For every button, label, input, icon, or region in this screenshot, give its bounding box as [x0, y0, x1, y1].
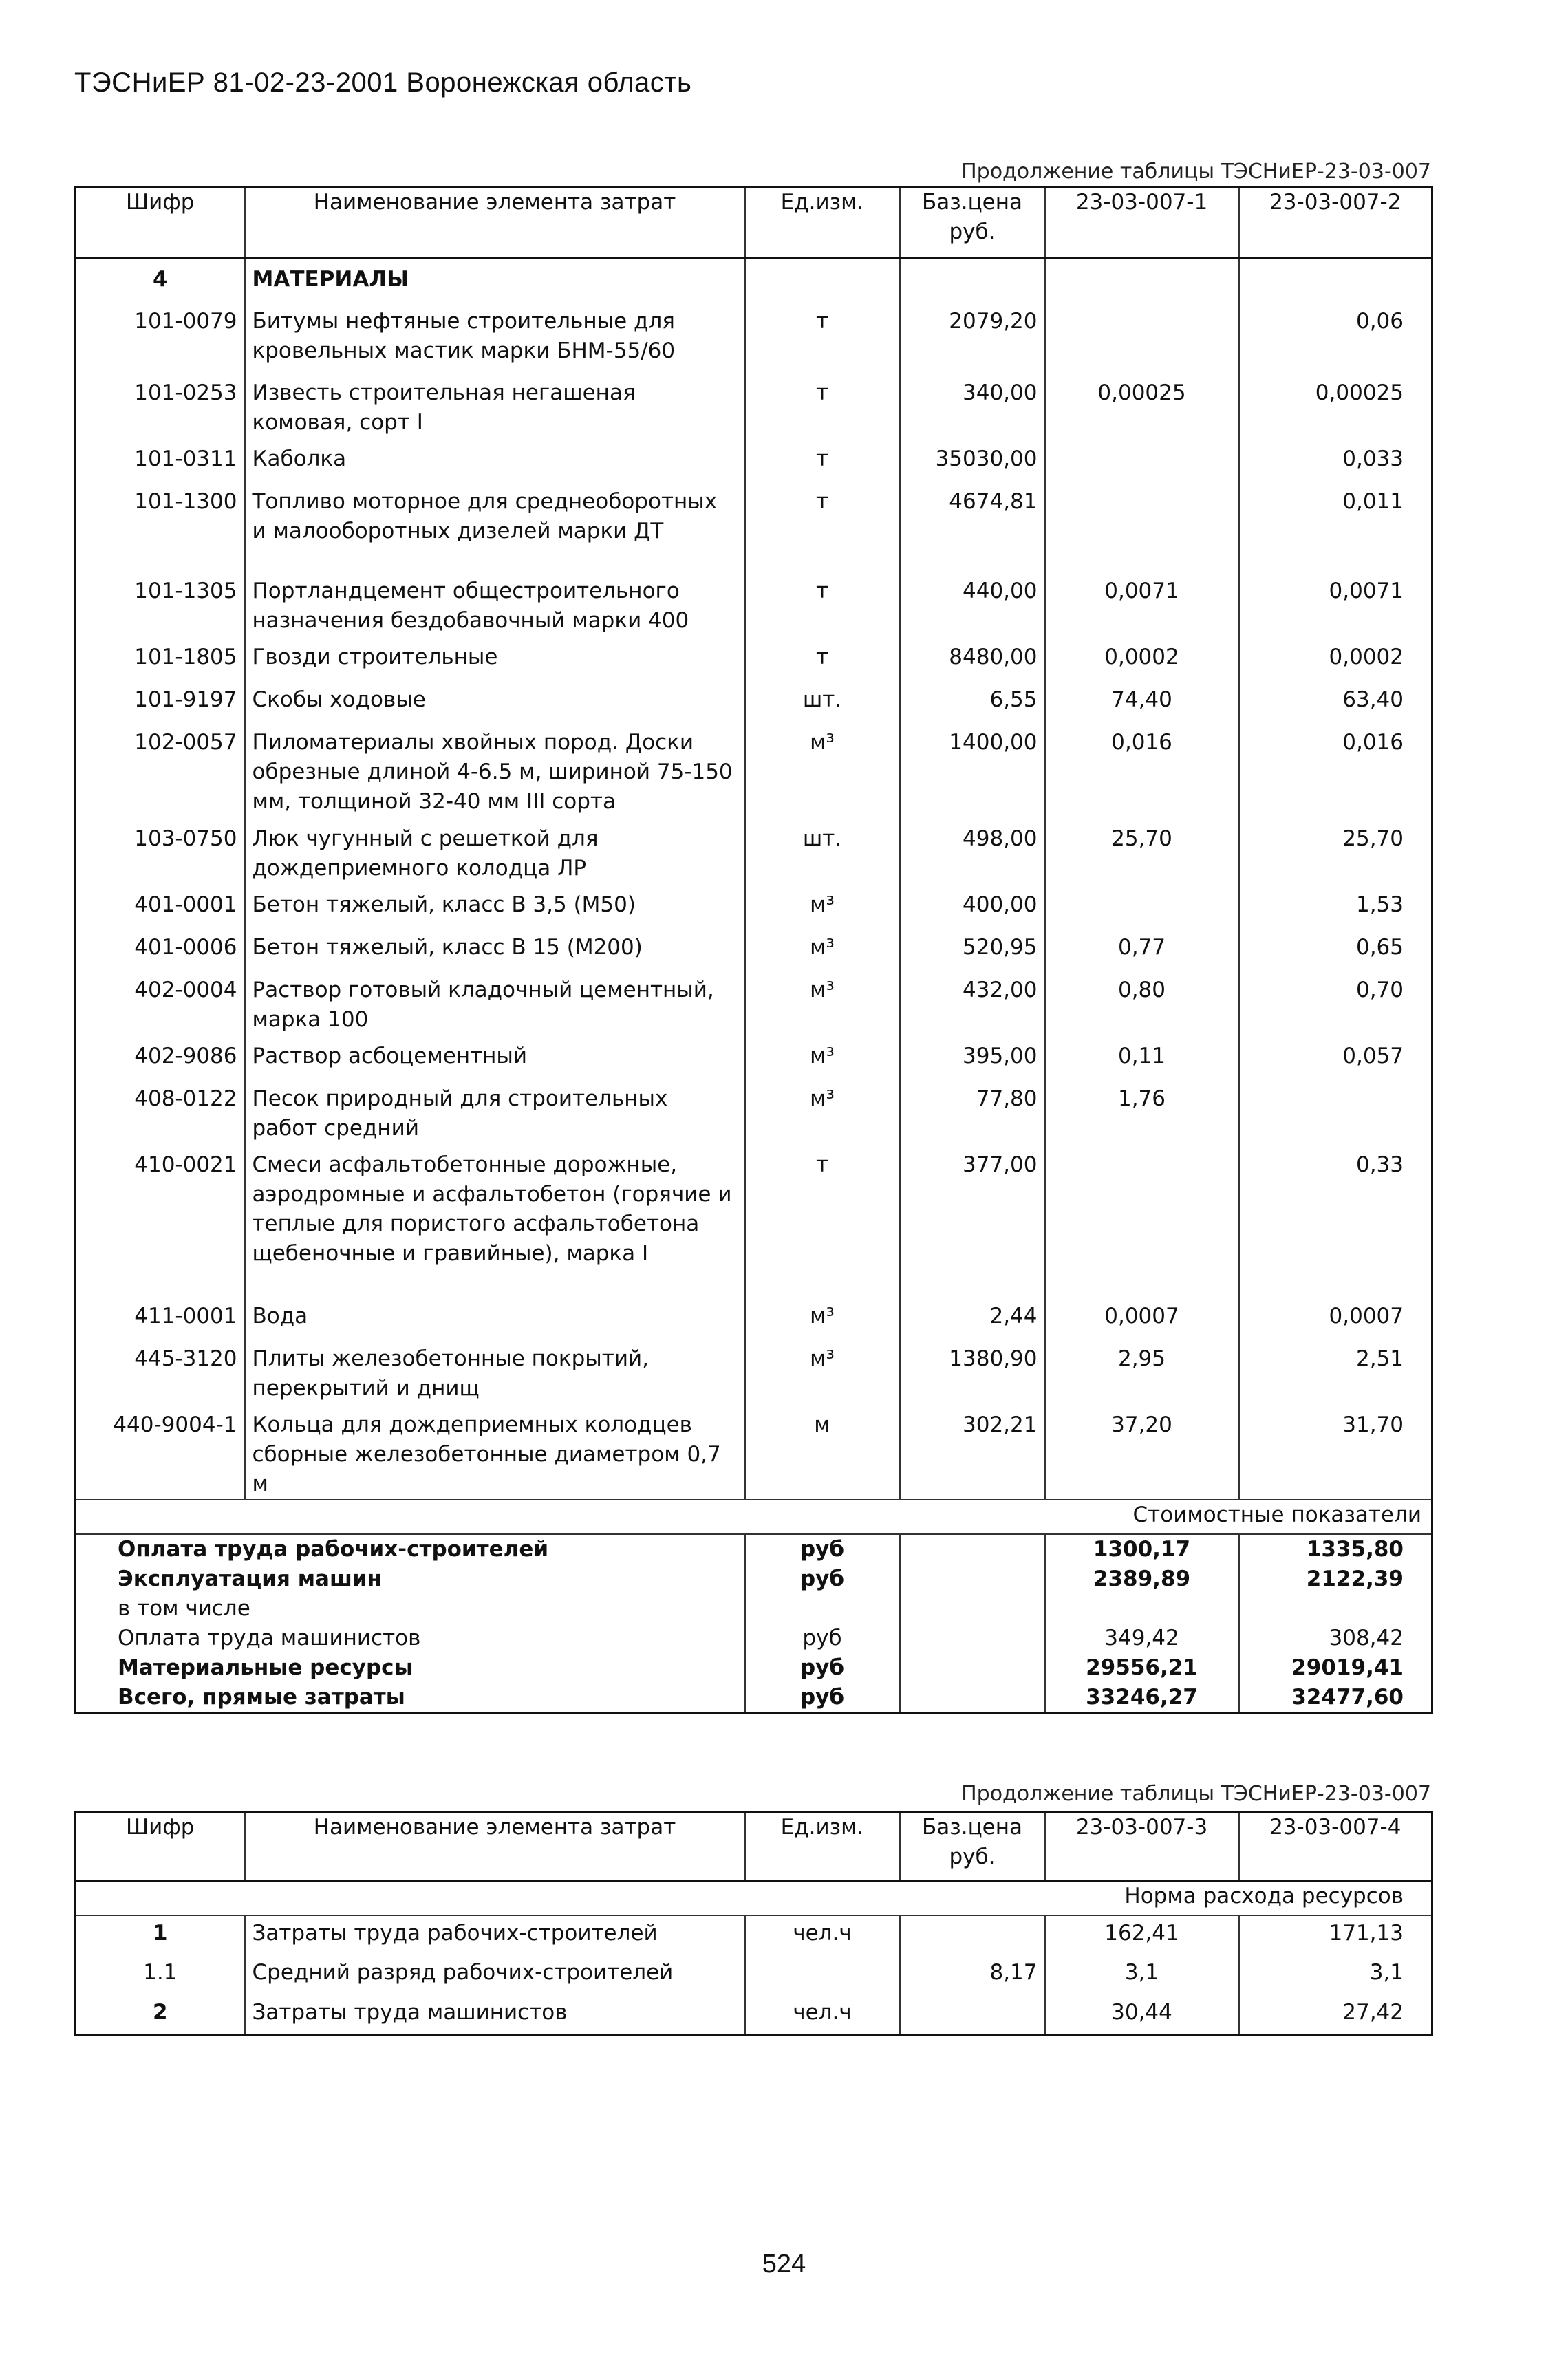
summary-price — [900, 1683, 1045, 1714]
row-code: 402-0004 — [134, 977, 237, 1002]
summary-row — [76, 1624, 1432, 1653]
resource-norm-label: Норма расхода ресурсов — [76, 1881, 1432, 1915]
table-row — [76, 1915, 1432, 1955]
summary-value-variant-1: 1300,17 — [1045, 1534, 1239, 1564]
row-unit: чел.ч — [745, 1915, 900, 1955]
row-value-variant-2: 0,0002 — [1239, 638, 1432, 681]
table2-continuation-caption: Продолжение таблицы ТЭСНиЕР-23-03-007 — [961, 1782, 1431, 1806]
row-code: 445-3120 — [134, 1346, 237, 1371]
section-name: МАТЕРИАЛЫ — [245, 259, 745, 303]
table-row — [76, 1955, 1432, 1995]
summary-label: Оплата труда рабочих-строителей — [118, 1536, 549, 1562]
row-name: Бетон тяжелый, класс В 3,5 (М50) — [245, 886, 745, 929]
row-code: 101-9197 — [134, 687, 237, 712]
row-value-variant-2: 0,06 — [1239, 303, 1432, 374]
row-unit: т — [745, 483, 900, 572]
row-unit: чел.ч — [745, 1995, 900, 2035]
row-value-variant-2: 0,00025 — [1239, 374, 1432, 440]
row-price: 432,00 — [900, 971, 1045, 1037]
table1-header-row — [76, 187, 1432, 259]
table-row — [76, 303, 1432, 374]
row-unit: т — [745, 303, 900, 374]
row-code: 1 — [152, 1920, 168, 1946]
table-row — [76, 886, 1432, 929]
row-value-variant-3: 162,41 — [1045, 1915, 1239, 1955]
summary-label: в том числе — [118, 1595, 250, 1621]
row-name: Раствор асбоцементный — [245, 1037, 745, 1080]
summary-label: Эксплуатация машин — [118, 1566, 383, 1591]
resource-norm-band — [76, 1881, 1432, 1915]
row-unit: м — [745, 1406, 900, 1500]
row-value-variant-4: 171,13 — [1239, 1915, 1432, 1955]
summary-price — [900, 1653, 1045, 1683]
summary-unit: руб — [745, 1624, 900, 1653]
column-header-variant-3: 23-03-007-3 — [1045, 1812, 1239, 1881]
summary-row — [76, 1534, 1432, 1564]
row-price: 4674,81 — [900, 483, 1045, 572]
summary-unit: руб — [745, 1683, 900, 1714]
row-value-variant-1: 0,77 — [1045, 929, 1239, 971]
row-name: Раствор готовый кладочный цементный, марка 100 — [245, 971, 745, 1037]
column-header-code: Шифр — [76, 1812, 245, 1881]
column-header-variant-4: 23-03-007-4 — [1239, 1812, 1432, 1881]
row-name: Каболка — [245, 440, 745, 483]
column-header-variant-1: 23-03-007-1 — [1045, 187, 1239, 259]
summary-price — [900, 1534, 1045, 1564]
row-code: 410-0021 — [134, 1152, 237, 1177]
row-code: 103-0750 — [134, 826, 237, 851]
summary-value-variant-2 — [1239, 1594, 1432, 1624]
row-value-variant-2: 0,70 — [1239, 971, 1432, 1037]
row-price: 1380,90 — [900, 1340, 1045, 1406]
summary-row — [76, 1683, 1432, 1714]
row-value-variant-3: 30,44 — [1045, 1995, 1239, 2035]
row-value-variant-4: 27,42 — [1239, 1995, 1432, 2035]
row-code: 101-1805 — [134, 644, 237, 669]
row-name: Затраты труда машинистов — [245, 1995, 745, 2035]
row-value-variant-2: 0,016 — [1239, 724, 1432, 820]
row-value-variant-2: 25,70 — [1239, 820, 1432, 886]
row-value-variant-1 — [1045, 483, 1239, 572]
row-code: 102-0057 — [134, 729, 237, 755]
summary-unit: руб — [745, 1564, 900, 1594]
row-value-variant-1: 0,00025 — [1045, 374, 1239, 440]
row-value-variant-2: 63,40 — [1239, 681, 1432, 724]
row-value-variant-2: 1,53 — [1239, 886, 1432, 929]
summary-value-variant-1: 349,42 — [1045, 1624, 1239, 1653]
row-unit: м³ — [745, 1340, 900, 1406]
summary-label: Оплата труда машинистов — [118, 1625, 421, 1650]
table-row — [76, 1995, 1432, 2035]
row-unit: м³ — [745, 1080, 900, 1146]
row-value-variant-1: 25,70 — [1045, 820, 1239, 886]
row-unit: м³ — [745, 1298, 900, 1340]
row-value-variant-2: 0,057 — [1239, 1037, 1432, 1080]
row-price: 6,55 — [900, 681, 1045, 724]
summary-value-variant-2: 1335,80 — [1239, 1534, 1432, 1564]
row-value-variant-1: 0,0071 — [1045, 572, 1239, 638]
row-unit: т — [745, 572, 900, 638]
row-value-variant-1: 74,40 — [1045, 681, 1239, 724]
row-value-variant-2: 0,0071 — [1239, 572, 1432, 638]
section-code: 4 — [152, 267, 168, 292]
row-name: Битумы нефтяные строительные для кровельных мастик марки БНМ-55/60 — [245, 303, 745, 374]
table-row — [76, 724, 1432, 820]
table-row — [76, 374, 1432, 440]
row-price: 340,00 — [900, 374, 1045, 440]
table-row — [76, 1037, 1432, 1080]
row-value-variant-2: 2,51 — [1239, 1340, 1432, 1406]
row-value-variant-1: 1,76 — [1045, 1080, 1239, 1146]
table-row — [76, 681, 1432, 724]
row-price: 395,00 — [900, 1037, 1045, 1080]
row-name: Портландцемент общестроительного назначения бездобавочный марки 400 — [245, 572, 745, 638]
row-code: 101-0311 — [134, 446, 237, 471]
row-unit: шт. — [745, 681, 900, 724]
summary-label: Материальные ресурсы — [118, 1655, 414, 1680]
row-unit: м³ — [745, 1037, 900, 1080]
row-code: 402-9086 — [134, 1043, 237, 1068]
row-value-variant-1 — [1045, 886, 1239, 929]
row-unit: т — [745, 1146, 900, 1298]
row-name: Пиломатериалы хвойных пород. Доски обрезные длиной 4-6.5 м, шириной 75-150 мм, толщиной 32-40 мм III сорта — [245, 724, 745, 820]
row-price — [900, 1995, 1045, 2035]
row-unit: м³ — [745, 971, 900, 1037]
row-value-variant-1: 2,95 — [1045, 1340, 1239, 1406]
column-header-price: Баз.цена руб. — [900, 1812, 1045, 1881]
table-row — [76, 929, 1432, 971]
table-row — [76, 638, 1432, 681]
summary-value-variant-2: 29019,41 — [1239, 1653, 1432, 1683]
table-row — [76, 1340, 1432, 1406]
row-unit: т — [745, 638, 900, 681]
row-price: 400,00 — [900, 886, 1045, 929]
table-row — [76, 483, 1432, 572]
row-price: 8,17 — [900, 1955, 1045, 1995]
table-row — [76, 572, 1432, 638]
column-header-code: Шифр — [76, 187, 245, 259]
row-price: 440,00 — [900, 572, 1045, 638]
row-name: Кольца для дождеприемных колодцев сборные железобетонные диаметром 0,7 м — [245, 1406, 745, 1500]
summary-value-variant-1: 33246,27 — [1045, 1683, 1239, 1714]
row-value-variant-2: 0,65 — [1239, 929, 1432, 971]
row-value-variant-1 — [1045, 1146, 1239, 1298]
row-code: 2 — [152, 1999, 168, 2025]
row-value-variant-2 — [1239, 1080, 1432, 1146]
row-unit: м³ — [745, 929, 900, 971]
table-row — [76, 820, 1432, 886]
row-price: 1400,00 — [900, 724, 1045, 820]
row-name: Бетон тяжелый, класс В 15 (М200) — [245, 929, 745, 971]
row-name: Песок природный для строительных работ средний — [245, 1080, 745, 1146]
row-unit: т — [745, 440, 900, 483]
row-value-variant-1: 0,80 — [1045, 971, 1239, 1037]
row-name: Затраты труда рабочих-строителей — [245, 1915, 745, 1955]
summary-price — [900, 1624, 1045, 1653]
column-header-name: Наименование элемента затрат — [245, 187, 745, 259]
row-code: 401-0001 — [134, 892, 237, 917]
resource-table-2 — [74, 1811, 1433, 2036]
table1-continuation-caption: Продолжение таблицы ТЭСНиЕР-23-03-007 — [961, 160, 1431, 184]
row-name: Люк чугунный с решеткой для дождеприемного колодца ЛР — [245, 820, 745, 886]
row-unit: т — [745, 374, 900, 440]
page-title: ТЭСНиЕР 81-02-23-2001 Воронежская область — [74, 67, 692, 98]
row-price: 35030,00 — [900, 440, 1045, 483]
row-price: 498,00 — [900, 820, 1045, 886]
summary-value-variant-2: 2122,39 — [1239, 1564, 1432, 1594]
summary-value-variant-1 — [1045, 1594, 1239, 1624]
row-value-variant-1: 0,0002 — [1045, 638, 1239, 681]
cost-indicators-band — [76, 1500, 1432, 1534]
section-row-materials — [76, 259, 1432, 303]
row-name: Известь строительная негашеная комовая, сорт I — [245, 374, 745, 440]
table-row — [76, 1406, 1432, 1500]
row-value-variant-4: 3,1 — [1239, 1955, 1432, 1995]
row-price: 77,80 — [900, 1080, 1045, 1146]
row-name: Плиты железобетонные покрытий, перекрытий и днищ — [245, 1340, 745, 1406]
summary-price — [900, 1594, 1045, 1624]
row-code: 440-9004-1 — [113, 1412, 237, 1437]
row-code: 411-0001 — [134, 1303, 237, 1328]
row-unit: м³ — [745, 886, 900, 929]
row-unit: м³ — [745, 724, 900, 820]
row-price: 302,21 — [900, 1406, 1045, 1500]
row-code: 408-0122 — [134, 1086, 237, 1111]
row-name: Вода — [245, 1298, 745, 1340]
summary-unit: руб — [745, 1653, 900, 1683]
row-value-variant-1 — [1045, 440, 1239, 483]
row-code: 101-0079 — [134, 308, 237, 334]
row-code: 401-0006 — [134, 934, 237, 960]
summary-unit — [745, 1594, 900, 1624]
summary-value-variant-1: 29556,21 — [1045, 1653, 1239, 1683]
table-row — [76, 1298, 1432, 1340]
cost-indicators-label: Стоимостные показатели — [76, 1500, 1432, 1534]
row-value-variant-2: 0,0007 — [1239, 1298, 1432, 1340]
table-row — [76, 971, 1432, 1037]
row-price: 2,44 — [900, 1298, 1045, 1340]
row-name: Топливо моторное для среднеоборотных и малооборотных дизелей марки ДТ — [245, 483, 745, 572]
summary-value-variant-2: 308,42 — [1239, 1624, 1432, 1653]
row-value-variant-1: 37,20 — [1045, 1406, 1239, 1500]
row-price: 377,00 — [900, 1146, 1045, 1298]
row-name: Скобы ходовые — [245, 681, 745, 724]
row-value-variant-2: 0,033 — [1239, 440, 1432, 483]
summary-unit: руб — [745, 1534, 900, 1564]
table2-header-row — [76, 1812, 1432, 1881]
column-header-variant-2: 23-03-007-2 — [1239, 187, 1432, 259]
summary-row — [76, 1594, 1432, 1624]
row-unit — [745, 1955, 900, 1995]
row-code: 101-1305 — [134, 578, 237, 603]
row-name: Гвозди строительные — [245, 638, 745, 681]
resource-table-1 — [74, 186, 1433, 1714]
column-header-name: Наименование элемента затрат — [245, 1812, 745, 1881]
summary-label: Всего, прямые затраты — [118, 1684, 405, 1710]
summary-value-variant-2: 32477,60 — [1239, 1683, 1432, 1714]
row-value-variant-1 — [1045, 303, 1239, 374]
summary-value-variant-1: 2389,89 — [1045, 1564, 1239, 1594]
summary-row — [76, 1564, 1432, 1594]
column-header-price: Баз.цена руб. — [900, 187, 1045, 259]
row-value-variant-2: 0,33 — [1239, 1146, 1432, 1298]
row-price — [900, 1915, 1045, 1955]
row-unit: шт. — [745, 820, 900, 886]
row-code: 101-0253 — [134, 380, 237, 405]
row-code: 101-1300 — [134, 488, 237, 514]
summary-price — [900, 1564, 1045, 1594]
row-price: 2079,20 — [900, 303, 1045, 374]
row-value-variant-2: 31,70 — [1239, 1406, 1432, 1500]
table-row — [76, 1080, 1432, 1146]
row-value-variant-1: 0,0007 — [1045, 1298, 1239, 1340]
row-name: Средний разряд рабочих-строителей — [245, 1955, 745, 1995]
row-value-variant-1: 0,016 — [1045, 724, 1239, 820]
column-header-unit: Ед.изм. — [745, 1812, 900, 1881]
summary-row — [76, 1653, 1432, 1683]
row-name: Смеси асфальтобетонные дорожные, аэродромные и асфальтобетон (горячие и теплые для пористого асфальтобетона щебеночные и гравийные), марка I — [245, 1146, 745, 1298]
page-number: 524 — [762, 2250, 806, 2279]
row-value-variant-1: 0,11 — [1045, 1037, 1239, 1080]
row-price: 520,95 — [900, 929, 1045, 971]
row-value-variant-2: 0,011 — [1239, 483, 1432, 572]
table-row — [76, 1146, 1432, 1298]
row-price: 8480,00 — [900, 638, 1045, 681]
table-row — [76, 440, 1432, 483]
column-header-unit: Ед.изм. — [745, 187, 900, 259]
row-code: 1.1 — [143, 1959, 178, 1985]
row-value-variant-3: 3,1 — [1045, 1955, 1239, 1995]
